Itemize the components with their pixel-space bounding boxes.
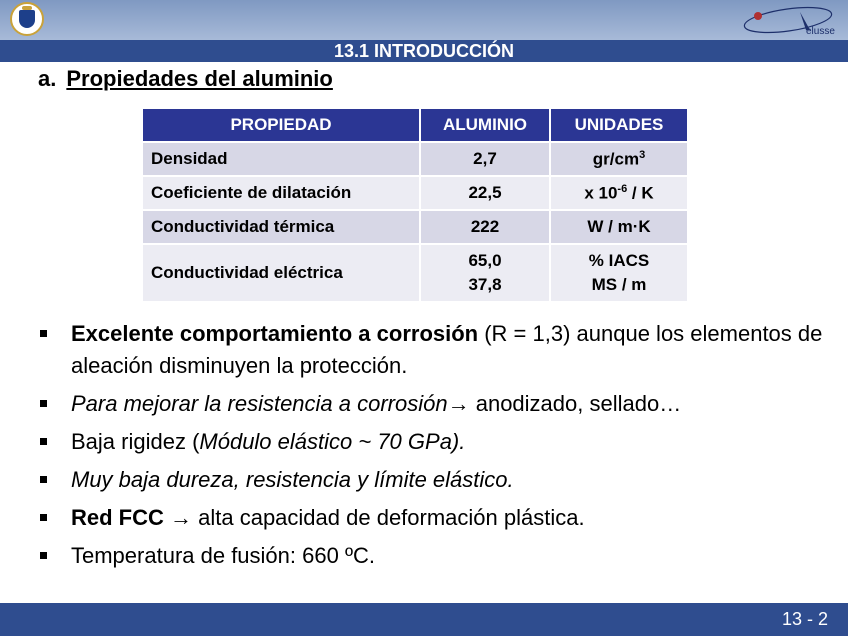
value-cell: 22,5 bbox=[420, 176, 550, 210]
value-cell: 222 bbox=[420, 210, 550, 244]
logo-right-text: elusse bbox=[806, 26, 835, 37]
table-row bbox=[142, 210, 688, 244]
unit-main: gr/cm bbox=[592, 149, 640, 169]
unit-cell bbox=[550, 142, 688, 176]
unit-line: % IACS bbox=[588, 251, 650, 270]
bullet-item bbox=[38, 318, 828, 382]
unit-sup: 3 bbox=[639, 148, 646, 161]
bullet-square-icon bbox=[40, 400, 47, 407]
bullet-list bbox=[38, 318, 828, 578]
header-property: PROPIEDAD bbox=[142, 108, 420, 142]
unit-sup: -6 bbox=[617, 182, 628, 195]
bullet-item bbox=[38, 426, 828, 458]
arrow-icon: → bbox=[163, 505, 199, 530]
bullet-square-icon bbox=[40, 514, 47, 521]
bullet-italic: Para mejorar la resistencia a corrosión bbox=[71, 391, 448, 416]
value-cell bbox=[420, 244, 550, 302]
header-aluminum: ALUMINIO bbox=[420, 108, 550, 142]
table-row bbox=[142, 244, 688, 302]
bullet-text: alta capacidad de deformación plástica. bbox=[198, 505, 585, 530]
bullet-bold: Red FCC bbox=[71, 505, 164, 530]
value-line: 65,0 bbox=[468, 251, 502, 270]
property-cell: Conductividad eléctrica bbox=[142, 244, 420, 302]
unit-cell: W / m·K bbox=[550, 210, 688, 244]
section-heading bbox=[38, 66, 333, 92]
top-banner bbox=[0, 0, 848, 40]
seal-shield bbox=[19, 10, 35, 28]
unit-tail: / K bbox=[627, 183, 654, 203]
section-title: Propiedades del aluminio bbox=[66, 66, 333, 91]
table-row bbox=[142, 142, 688, 176]
unit-cell bbox=[550, 244, 688, 302]
bullet-item bbox=[38, 464, 828, 496]
bullet-italic: Módulo elástico ~ 70 GPa). bbox=[199, 429, 466, 454]
table-header-row bbox=[142, 108, 688, 142]
property-cell: Conductividad térmica bbox=[142, 210, 420, 244]
unit-main: x 10 bbox=[584, 183, 618, 203]
page-number: 13 - 2 bbox=[781, 609, 828, 629]
bullet-text: Temperatura de fusión: 660 ºC. bbox=[71, 543, 375, 568]
bullet-text: anodizado, sellado… bbox=[469, 391, 682, 416]
footer-bar bbox=[0, 603, 848, 636]
header-units: UNIDADES bbox=[550, 108, 688, 142]
properties-table bbox=[141, 107, 689, 303]
unit-line: MS / m bbox=[591, 275, 647, 294]
table-row bbox=[142, 176, 688, 210]
property-cell: Coeficiente de dilatación bbox=[142, 176, 420, 210]
unit-cell bbox=[550, 176, 688, 210]
bullet-italic: Muy baja dureza, resistencia y límite elástico. bbox=[71, 467, 514, 492]
bullet-text: (R = 1,3) aunque los elementos de aleación disminuyen la protección. bbox=[71, 321, 823, 378]
university-seal-logo bbox=[10, 2, 44, 36]
value-line: 37,8 bbox=[468, 275, 502, 294]
bullet-square-icon bbox=[40, 552, 47, 559]
value-cell: 2,7 bbox=[420, 142, 550, 176]
section-letter: a. bbox=[38, 66, 57, 91]
arrow-icon: → bbox=[447, 391, 470, 416]
bullet-bold: Excelente comportamiento a corrosión bbox=[71, 321, 479, 346]
bullet-square-icon bbox=[40, 330, 47, 337]
bullet-text: Baja rigidez ( bbox=[71, 429, 200, 454]
bullet-item bbox=[38, 540, 828, 572]
bullet-item bbox=[38, 502, 828, 534]
slide-title: 13.1 INTRODUCCIÓN bbox=[0, 40, 848, 62]
bullet-item bbox=[38, 388, 828, 420]
property-cell: Densidad bbox=[142, 142, 420, 176]
bullet-square-icon bbox=[40, 476, 47, 483]
bullet-square-icon bbox=[40, 438, 47, 445]
